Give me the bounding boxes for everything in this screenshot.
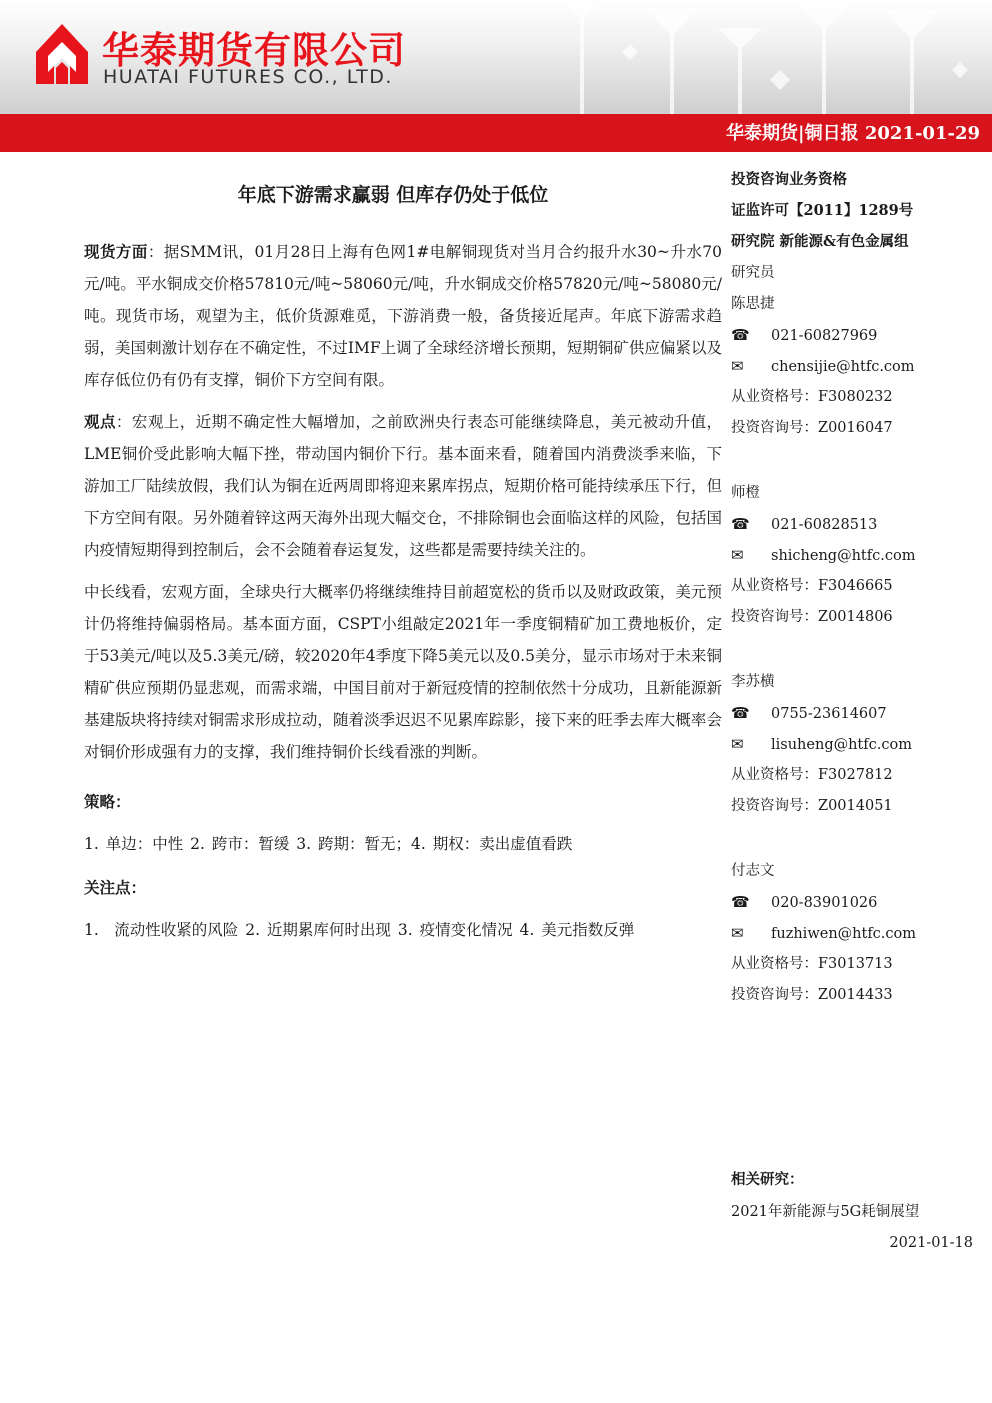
- long-term-paragraph: 中长线看，宏观方面，全球央行大概率仍将继续维持目前超宽松的货币以及财政政策，美元预计仍将维持偏弱格局。基本面方面，CSPT小组敲定2021年一季度铜精矿加工费地板价，定于53美元/吨以及5.3美元/磅，较2020年4季度下降5美元以及0.5美分，显示市场对于未来铜精矿供应预期仍显悲观，而需求端，中国目前对于新冠疫情的控制依然十分成功，且新能源新基建版块将持续对铜需求形成拉动，随着淡季迟迟不见累库踪影，接下来的旺季去库大概率会对铜价形成强有力的支撑，我们维持铜价长线看涨的判断。: [84, 583, 722, 761]
- researcher-consult: 投资咨询号：Z0014433: [731, 987, 893, 1003]
- related-research-heading: 相关研究：: [731, 1171, 804, 1188]
- researcher-phone: ☎ 0755-23614607: [731, 701, 986, 732]
- researcher-name: 付志文: [731, 863, 775, 879]
- telephone-icon: ☎: [731, 515, 750, 533]
- researcher-card: [731, 481, 986, 636]
- view-label: 观点: [84, 412, 116, 431]
- telephone-icon: ☎: [731, 704, 750, 722]
- strategy-heading: 策略：: [84, 792, 131, 811]
- researcher-consult: 投资咨询号：Z0016047: [731, 420, 893, 436]
- researcher-card: [731, 670, 986, 825]
- researcher-phone: ☎ 020-83901026: [731, 890, 986, 921]
- related-research-date: 2021-01-18: [889, 1235, 973, 1251]
- envelope-icon: ✉: [731, 357, 744, 375]
- spot-text: ：据SMM讯，01月28日上海有色网1#电解铜现货对当月合约报升水30~升水70元/吨。平水铜成交价格57810元/吨~58060元/吨，升水铜成交价格57820元/吨~58080元/吨。现货市场，观望为主，低价货源难觅，下游消费一般，备货接近尾声。年底下游需求趋弱，美国刺激计划存在不确定性，不过IMF上调了全球经济增长预期，短期铜矿供应偏紧以及库存低位仍有仍有支撑，铜价下方空间有限。: [84, 243, 722, 389]
- focus-heading: 关注点：: [84, 878, 147, 897]
- strategy-text: 1. 单边：中性 2. 跨市：暂缓 3. 跨期：暂无；4. 期权：卖出虚值看跌: [84, 835, 573, 853]
- researcher-cert: 从业资格号：F3027812: [731, 767, 893, 783]
- brand-name-cn: 华泰期货有限公司: [102, 29, 406, 72]
- researcher-card: [731, 292, 986, 447]
- telephone-icon: ☎: [731, 893, 750, 911]
- telephone-icon: ☎: [731, 326, 750, 344]
- researcher-name: 李苏横: [731, 674, 775, 690]
- brand-name-en: HUATAI FUTURES CO., LTD.: [103, 66, 393, 88]
- related-research-link[interactable]: 2021年新能源与5G耗铜展望: [731, 1204, 920, 1220]
- researcher-consult: 投资咨询号：Z0014051: [731, 798, 893, 814]
- spot-label: 现货方面: [84, 242, 148, 261]
- researcher-email[interactable]: ✉ shicheng@htfc.com: [731, 543, 986, 574]
- page-header: [0, 0, 992, 114]
- researcher-cert: 从业资格号：F3046665: [731, 578, 893, 594]
- sidebar: [731, 168, 986, 1014]
- researcher-name: 师橙: [731, 485, 760, 501]
- researcher-email[interactable]: ✉ lisuheng@htfc.com: [731, 732, 986, 763]
- article-title: 年底下游需求赢弱 但库存仍处于低位: [237, 184, 549, 206]
- researcher-name: 陈思捷: [731, 296, 775, 312]
- researcher-role: 研究员: [731, 265, 775, 281]
- header-decoration: [560, 0, 992, 114]
- researcher-phone: ☎ 021-60827969: [731, 323, 986, 354]
- huatai-logo-icon: [32, 22, 92, 86]
- view-paragraph: [84, 406, 722, 566]
- researcher-phone: ☎ 021-60828513: [731, 512, 986, 543]
- department: 研究院 新能源&有色金属组: [731, 233, 909, 250]
- researcher-card: [731, 859, 986, 1014]
- envelope-icon: ✉: [731, 546, 744, 564]
- envelope-icon: ✉: [731, 924, 744, 942]
- envelope-icon: ✉: [731, 735, 744, 753]
- spot-paragraph: [84, 236, 722, 396]
- researcher-cert: 从业资格号：F3013713: [731, 956, 893, 972]
- researcher-consult: 投资咨询号：Z0014806: [731, 609, 893, 625]
- view-text: ：宏观上，近期不确定性大幅增加，之前欧洲央行表态可能继续降息，美元被动升值，LME铜价受此影响大幅下挫，带动国内铜价下行。基本面来看，随着国内消费淡季来临，下游加工厂陆续放假，我们认为铜在近两周即将迎来累库拐点，短期价格可能持续承压下行，但下方空间有限。另外随着锌这两天海外出现大幅交仓，不排除铜也会面临这样的风险，包括国内疫情短期得到控制后，会不会随着春运复发，这些都是需要持续关注的。: [84, 413, 722, 559]
- qualification: 投资咨询业务资格: [731, 171, 847, 188]
- researcher-email[interactable]: ✉ fuzhiwen@htfc.com: [731, 921, 986, 952]
- researcher-email[interactable]: ✉ chensijie@htfc.com: [731, 354, 986, 385]
- license-number: 证监许可【2011】1289号: [731, 202, 914, 219]
- report-body: [84, 180, 722, 940]
- researcher-cert: 从业资格号：F3080232: [731, 389, 893, 405]
- focus-text: 1. 流动性收紧的风险 2. 近期累库何时出现 3. 疫情变化情况 4. 美元指数反弹: [84, 921, 635, 939]
- report-title: 华泰期货|铜日报 2021-01-29: [726, 123, 980, 144]
